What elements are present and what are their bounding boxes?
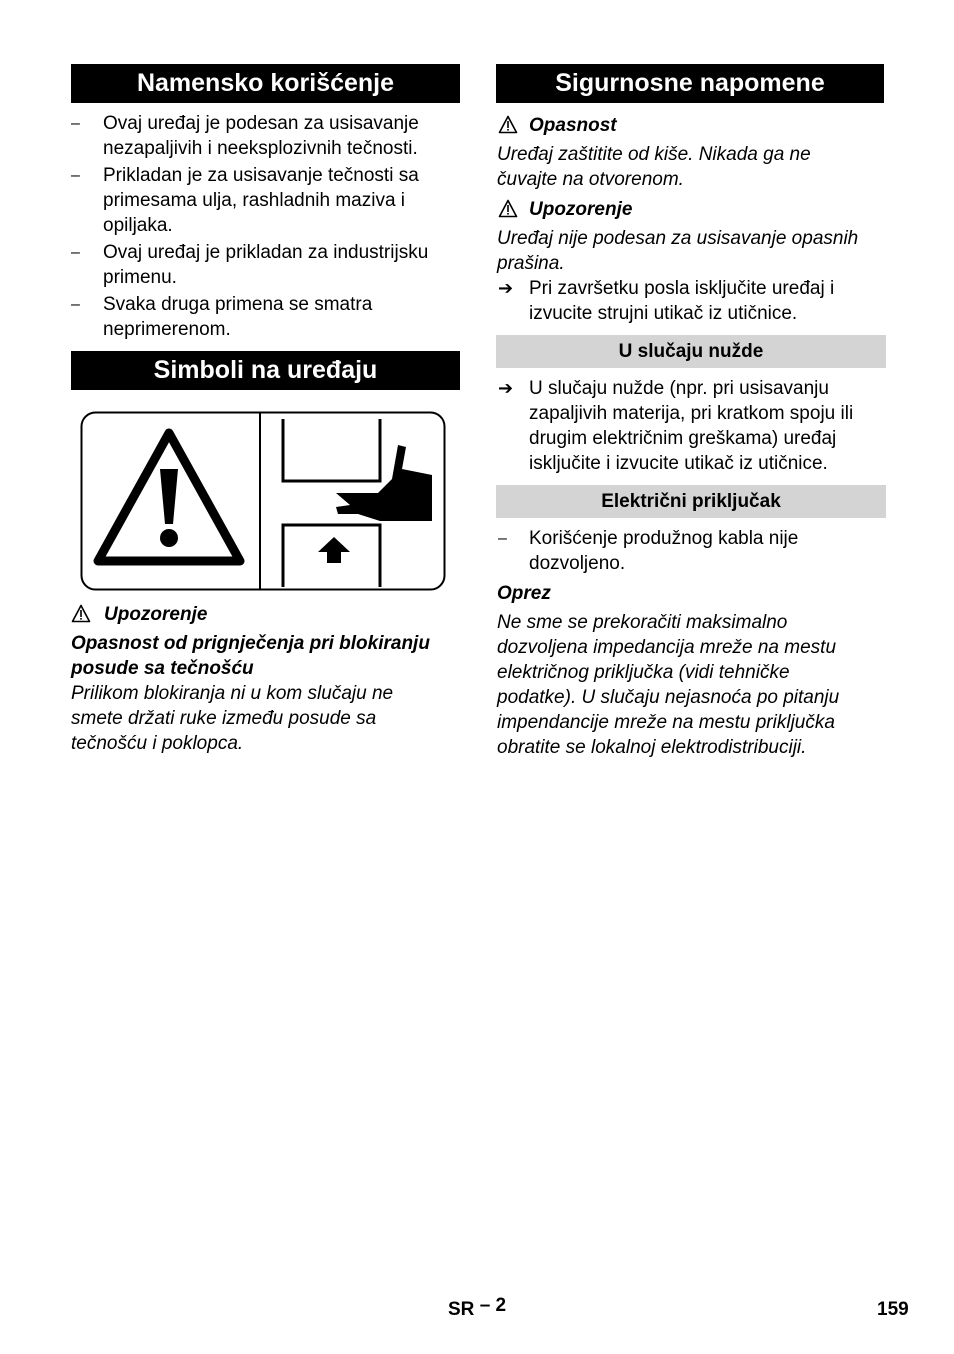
instruction-step: U slučaju nužde (npr. pri usisavanju zapaljivih materija, pri kratkom spoju ili drugim električnim greškama) uređaj isključite i izvucite utikač iz utičnice. — [529, 378, 854, 474]
danger-label: Opasnost — [529, 115, 617, 136]
bullet: – — [498, 530, 507, 547]
warning-label: Upozorenje — [529, 199, 633, 220]
list-item: Prikladan je za usisavanje tečnosti sa primesama ulja, rashladnih maziva i opiljaka. — [103, 165, 419, 236]
warning-heading: Opasnost od prignječenja pri blokiranju posude sa tečnošću — [71, 633, 430, 679]
caution-label: Oprez — [497, 583, 551, 604]
warning-text: Prilikom blokiranja ni u kom slučaju ne smete držati ruke između posude sa tečnošću i poklopca. — [71, 683, 394, 754]
warning-triangle-icon — [498, 115, 518, 134]
bullet: – — [71, 244, 80, 261]
list-item: Ovaj uređaj je prikladan za industrijsku primenu. — [103, 242, 429, 288]
warning-triangle-icon — [71, 604, 91, 623]
section-title-device-symbols: Simboli na uređaju — [71, 351, 460, 390]
list-item: Korišćenje produžnog kabla nije dozvoljeno. — [529, 528, 799, 574]
instruction-step: Pri završetku posla isključite uređaj i izvucite strujni utikač iz utičnice. — [529, 278, 835, 324]
bullet: – — [71, 296, 80, 313]
warning-label: Upozorenje — [104, 604, 208, 625]
subsection-title-emergency: U slučaju nužde — [496, 335, 886, 368]
list-item: Svaka druga primena se smatra neprimerenom. — [103, 294, 373, 340]
bullet: – — [71, 167, 80, 184]
footer-language: SR – 2 — [448, 1295, 507, 1320]
device-symbol-label — [80, 411, 446, 591]
arrow-right-icon: ➔ — [498, 278, 514, 298]
list-item: Ovaj uređaj je podesan za usisavanje nezapaljivih i neeksplozivnih tečnosti. — [103, 113, 419, 159]
section-title-safety-notes: Sigurnosne napomene — [496, 64, 884, 103]
warning-triangle-icon — [498, 199, 518, 218]
caution-text: Ne sme se prekoračiti maksimalno dozvoljena impedancija mreže na mestu električnog priključka (vidi tehničke podatke). U slučaju nejasnoća po pitanju impendancije mreže na mestu priključka obratite se lokalnoj elektrodistribuciji. — [497, 612, 840, 758]
subsection-title-electrical: Električni priključak — [496, 485, 886, 518]
section-title-intended-use: Namensko korišćenje — [71, 64, 460, 103]
page-number: 159 — [877, 1299, 909, 1320]
arrow-right-icon: ➔ — [498, 378, 514, 398]
bullet: – — [71, 115, 80, 132]
danger-text: Uređaj zaštitite od kiše. Nikada ga ne čuvajte na otvorenom. — [497, 144, 811, 190]
warning-text: Uređaj nije podesan za usisavanje opasnih prašina. — [497, 228, 859, 274]
